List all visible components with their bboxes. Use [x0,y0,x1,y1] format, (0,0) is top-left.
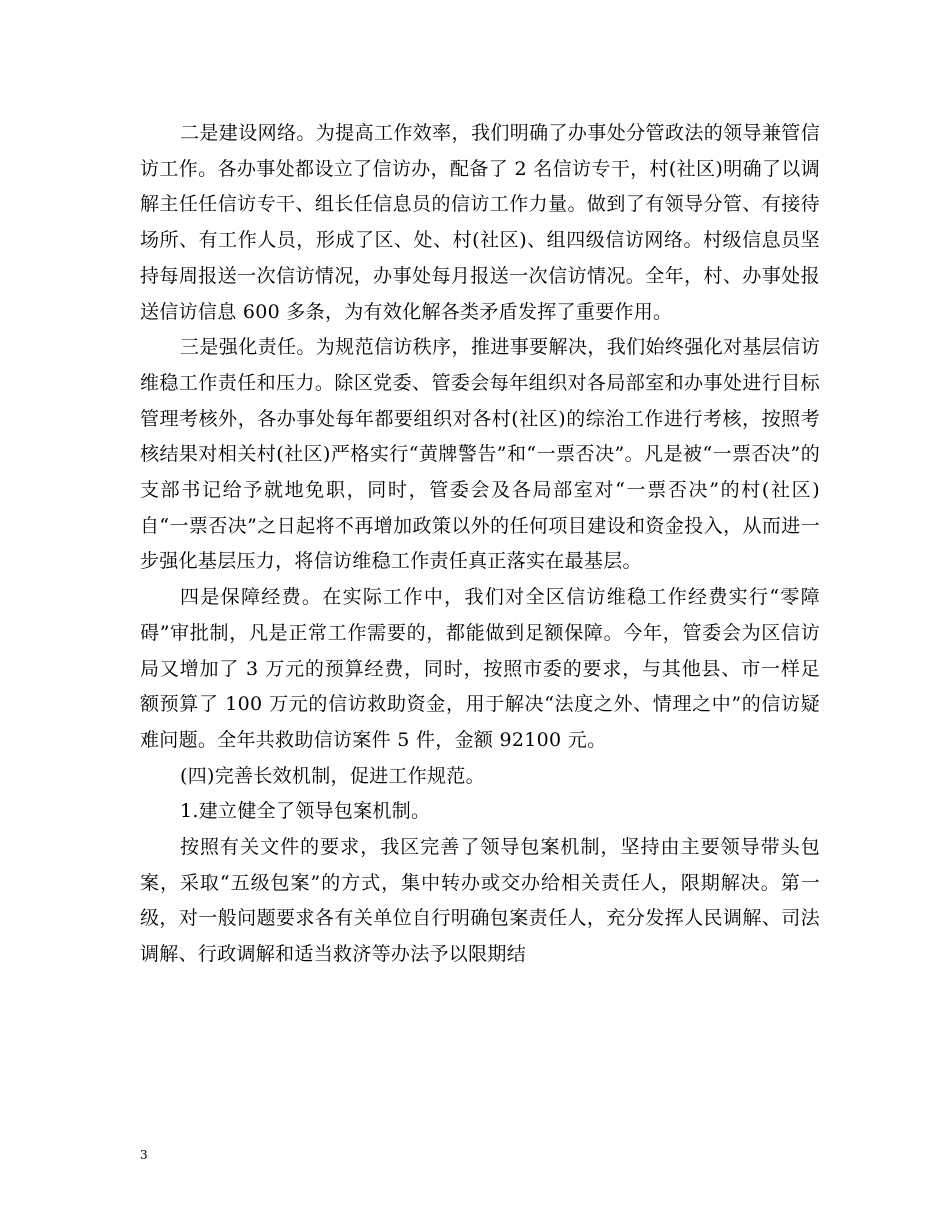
paragraph-funding: 四是保障经费。在实际工作中，我们对全区信访维稳工作经费实行“零障碍”审批制，凡是正常工作需要的，都能做到足额保障。今年，管委会为区信访局又增加了 3 万元的预算经费，同时，按照市委的要求，与其他县、市一样足额预算了 100 万元的信访救助资金，用于解决“法度之外、情理之中”的信访疑难问题。全年共救助信访案件 5 件，金额 92100 元。 [140,586,820,751]
subsection-heading: 1.建立健全了领导包案机制。 [180,800,431,823]
section-heading: (四)完善长效机制，促进工作规范。 [180,764,485,787]
page-number: 3 [140,1148,148,1162]
paragraph-responsibility: 三是强化责任。为规范信访秩序，推进事要解决，我们始终强化对基层信访维稳工作责任和压力。除区党委、管委会每年组织对各局部室和办事处进行目标管理考核外，各办事处每年都要组织对各村(社区)的综治工作进行考核，按照考核结果对相关村(社区)严格实行“黄牌警告”和“一票否决”。凡是被“一票否决”的支部书记给予就地免职，同时，管委会及各局部室对“一票否决”的村(社区)自“一票否决”之日起将不再增加政策以外的任何项目建设和资金投入，从而进一步强化基层压力，将信访维稳工作责任真正落实在最基层。 [140,336,820,573]
paragraph-case-mechanism: 按照有关文件的要求，我区完善了领导包案机制，坚持由主要领导带头包案，采取“五级包案”的方式，集中转办或交办给相关责任人，限期解决。第一级，对一般问题要求各有关单位自行明确包案责任人，充分发挥人民调解、司法调解、行政调解和适当救济等办法予以限期结 [140,836,820,966]
body-text [140,116,820,973]
paragraph-network: 二是建设网络。为提高工作效率，我们明确了办事处分管政法的领导兼管信访工作。各办事处都设立了信访办，配备了 2 名信访专干，村(社区)明确了以调解主任任信访专干、组长任信息员的信访工作力量。做到了有领导分管、有接待场所、有工作人员，形成了区、处、村(社区)、组四级信访网络。村级信息员坚持每周报送一次信访情况，办事处每月报送一次信访情况。全年，村、办事处报送信访信息 600 多条，为有效化解各类矛盾发挥了重要作用。 [140,122,820,323]
